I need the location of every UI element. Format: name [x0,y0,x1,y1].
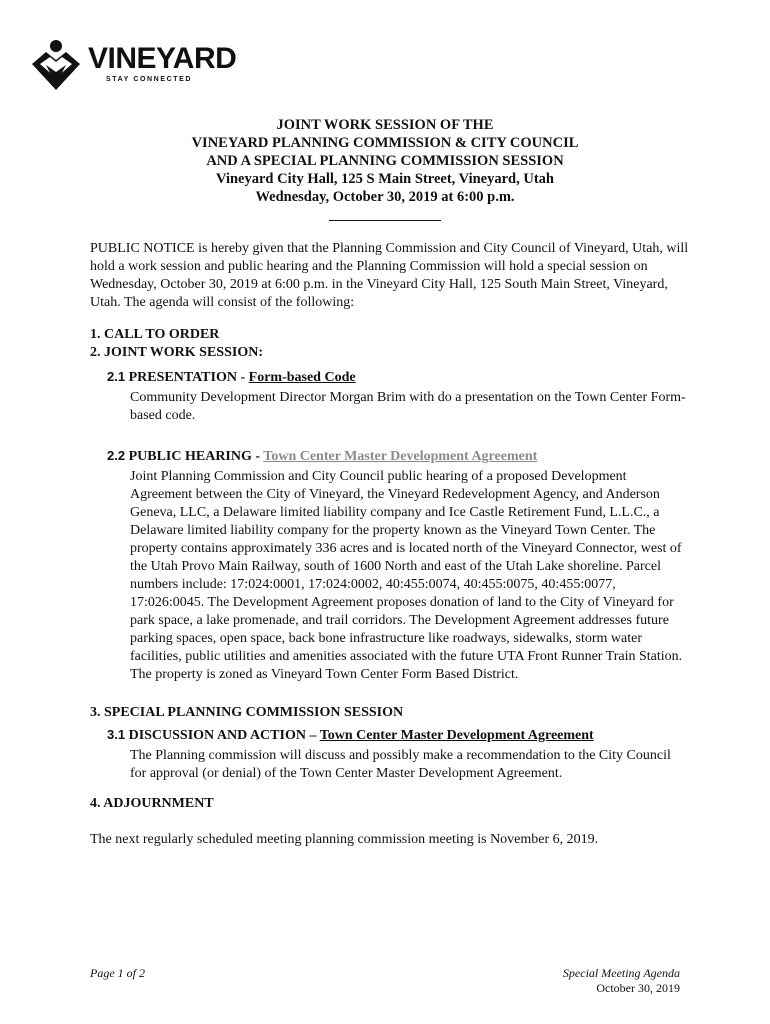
header-line-5: Wednesday, October 30, 2019 at 6:00 p.m. [255,189,515,205]
footer-doc-info [563,966,680,996]
agenda-subitem-discussion [107,726,690,745]
document-header [0,116,770,221]
logo-wordmark: VINEYARD [88,42,237,75]
header-line-1: JOINT WORK SESSION OF THE [276,117,494,133]
header-divider [329,206,441,221]
next-meeting-note: The next regularly scheduled meeting planning commission meeting is November 6, 2019. [90,832,599,847]
subitem-title: PUBLIC HEARING - [125,449,264,464]
discussion-description: The Planning commission will discuss and possibly make a recommendation to the City Council for approval (or denial) of the Town Center Master Development Agreement. [130,748,671,781]
vineyard-emblem-icon [26,38,86,94]
subitem-title: PRESENTATION - [125,370,249,385]
footer-doc-title: Special Meeting Agenda [562,966,680,980]
header-line-4: Vineyard City Hall, 125 S Main Street, Vineyard, Utah [216,171,554,187]
subitem-number: 2.1 [107,369,126,384]
master-agreement-link[interactable]: Town Center Master Development Agreement [319,728,594,743]
logo-tagline: STAY CONNECTED [106,76,193,83]
agenda-content [90,240,690,863]
page-number: Page 1 of 2 [90,966,145,980]
agenda-item-call-to-order: 1. CALL TO ORDER [90,327,220,342]
agenda-item-special-session: 3. SPECIAL PLANNING COMMISSION SESSION [90,705,404,720]
form-based-code-link[interactable]: Form-based Code [248,370,356,385]
subitem-number: 2.2 [107,448,126,463]
public-hearing-description: Joint Planning Commission and City Council public hearing of a proposed Development Agreement between the City of Vineyard, the Vineyard Redevelopment Agency, and Anderson Geneva, LLC, a Delaware limited liability company and Ice Castle Retirement Fund, L.L.C., a Delaware limited liability company for the property known as the Vineyard Town Center. The property contains approximately 336 acres and is located north of the Vineyard Connector, west of the Utah Provo Main Railway, south of 1600 North and east of the Utah Lake shoreline. Parcel numbers include: 17:024:0001, 17:024:0002, 40:455:0074, 40:455:0075, 40:455:0077, 17:026:0045. The Development Agreement proposes donation of land to the City of Vineyard for park space, a lake promenade, and trail corridors. The Development Agreement addresses future parking spaces, open space, back bone infrastructure like roadways, sidewalks, storm water facilities, public utilities and amenities associated with the future UTA Front Runner Train Station. The property is zoned as Vineyard Town Center Form Based District. [130,469,683,682]
agenda-subitem-public-hearing [107,447,690,466]
header-line-2: VINEYARD PLANNING COMMISSION & CITY COUNCIL [191,135,579,151]
presentation-description: Community Development Director Morgan Brim with do a presentation on the Town Center Form-based code. [130,390,686,423]
agenda-item-joint-work-session: 2. JOINT WORK SESSION: [90,345,263,360]
subitem-number: 3.1 [107,727,126,742]
town-center-agreement-link[interactable]: Town Center Master Development Agreement [263,449,538,464]
vineyard-logo [26,38,246,94]
public-notice: PUBLIC NOTICE is hereby given that the Planning Commission and City Council of Vineyard, Utah, will hold a work session and public hearing and the Planning Commission will hold a special session on Wednesday, October 30, 2019 at 6:00 p.m. in the Vineyard City Hall, 125 South Main Street, Vineyard, Utah. The agenda will consist of the following: [90,241,689,310]
header-line-3: AND A SPECIAL PLANNING COMMISSION SESSION [206,153,564,169]
footer-doc-date: October 30, 2019 [596,981,680,995]
subitem-title: DISCUSSION AND ACTION – [125,728,320,743]
agenda-item-adjournment: 4. ADJOURNMENT [90,796,214,811]
agenda-subitem-presentation [107,368,690,387]
